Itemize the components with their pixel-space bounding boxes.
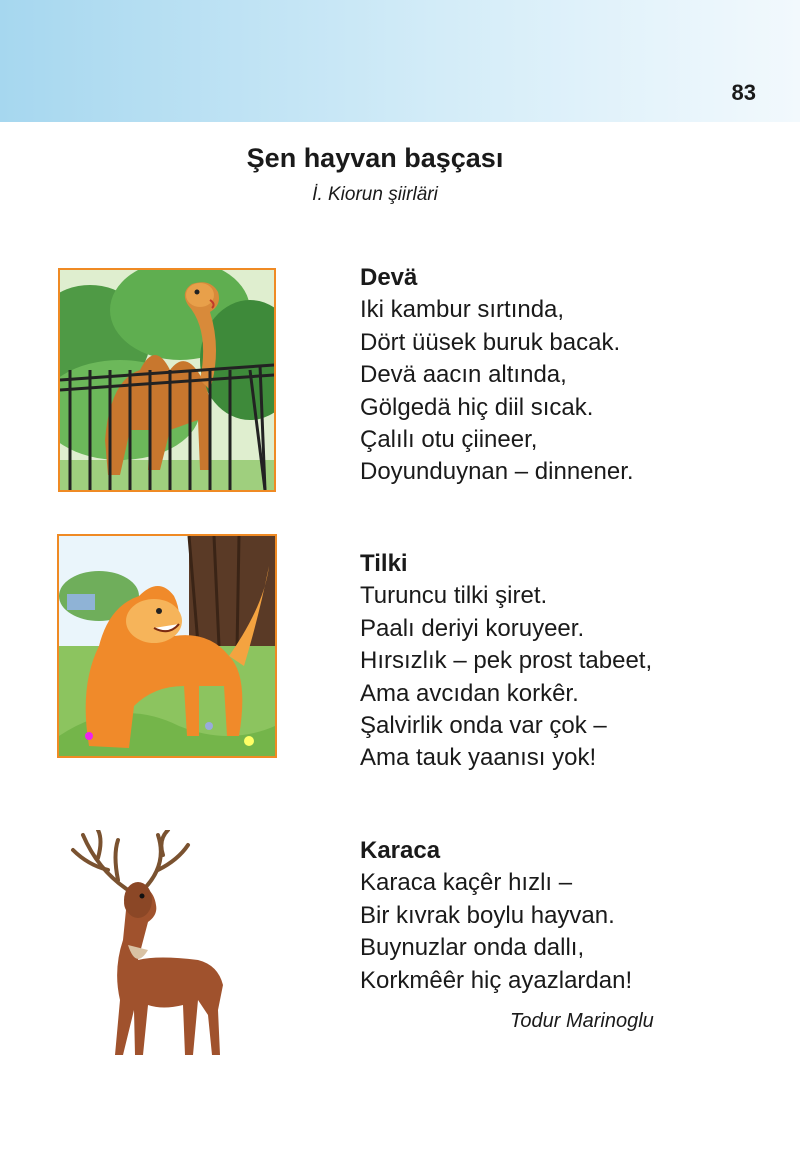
poem-line: Korkmêêr hiç ayazlardan! bbox=[360, 966, 633, 994]
header-band bbox=[0, 0, 800, 122]
poem-line: Doyunduynan – dinnener. bbox=[360, 458, 634, 486]
fox-illustration bbox=[57, 534, 277, 758]
page-number: 83 bbox=[731, 80, 756, 105]
poem-line: Ama avcıdan korkêr. bbox=[360, 679, 579, 707]
poem-tilki bbox=[360, 548, 652, 775]
poem-line: Turuncu tilki şiret. bbox=[360, 582, 548, 610]
page-title: Şen hayvan başçası bbox=[246, 143, 504, 173]
camel-illustration bbox=[58, 268, 276, 492]
poem-line: Paalı deriyi koruyeer. bbox=[360, 614, 585, 642]
deer-illustration bbox=[58, 830, 233, 1060]
poem-line: Karaca kaçêr hızlı – bbox=[360, 869, 573, 897]
poem-line: Hırsızlık – pek prost tabeet, bbox=[360, 647, 653, 675]
poem-title: Karaca bbox=[360, 837, 441, 864]
poem-line: Ama tauk yaanısı yok! bbox=[360, 744, 597, 772]
poem-line: Bir kıvrak boylu hayvan. bbox=[360, 901, 615, 929]
poem-karaca bbox=[360, 835, 632, 997]
page-subtitle: İ. Kiorun şiirläri bbox=[312, 184, 438, 205]
poem-line: Gölgedä hiç diil sıcak. bbox=[360, 393, 594, 421]
poem-title: Devä bbox=[360, 264, 418, 291]
author-credit: Todur Marinoglu bbox=[510, 1010, 654, 1032]
poem-line: Şalvirlik onda var çok – bbox=[360, 712, 607, 740]
poem-title: Tilki bbox=[360, 550, 408, 577]
poem-line: Çalılı otu çiineer, bbox=[360, 426, 538, 454]
poem-deva bbox=[360, 262, 634, 489]
poem-line: Buynuzlar onda dallı, bbox=[360, 934, 585, 962]
poem-line: Dört üüsek buruk bacak. bbox=[360, 328, 621, 356]
poem-line: Iki kambur sırtında, bbox=[360, 296, 565, 324]
poem-line: Devä aacın altında, bbox=[360, 361, 567, 389]
